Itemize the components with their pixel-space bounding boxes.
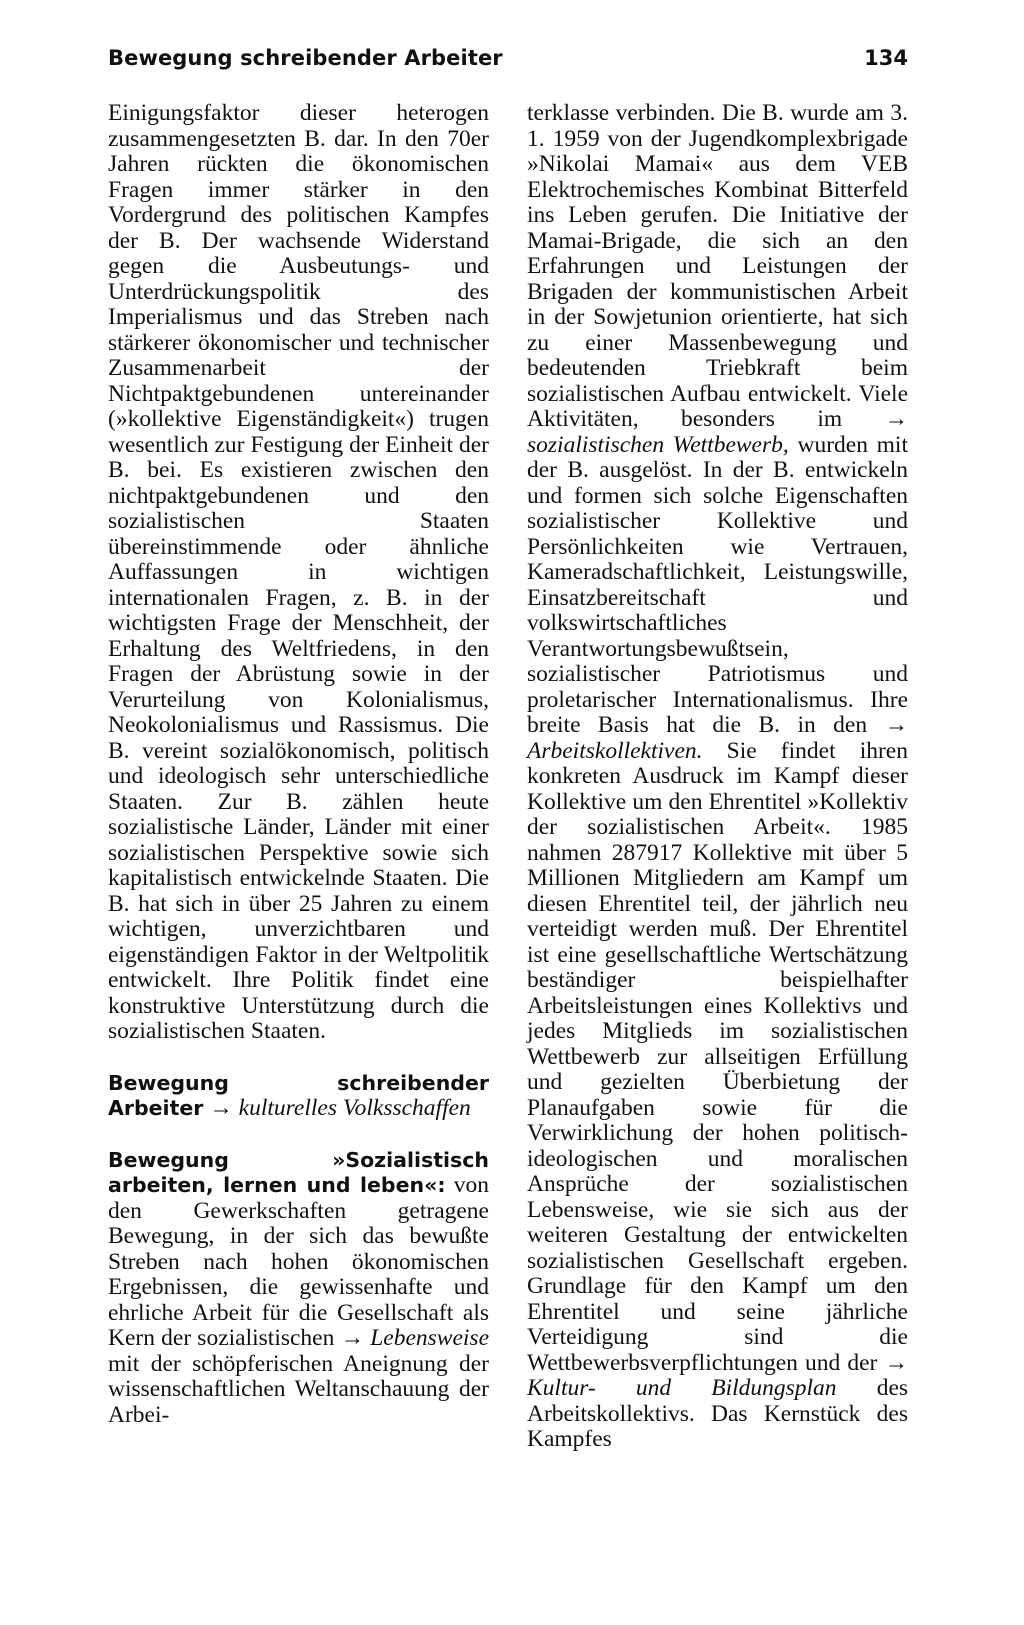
cross-reference-arrow: → [884,1349,908,1376]
running-head: Bewegung schreibender Arbeiter [108,46,503,70]
entry-headword: Bewegung schreibender Arbeiter [108,1070,489,1120]
entry-headword: Bewegung »Sozialistisch arbeiten, lernen und leben«: [108,1147,489,1197]
cross-reference[interactable]: Kultur- und Bildungsplan [527,1375,837,1401]
cross-reference-arrow: → [884,712,908,738]
page-number: 134 [864,46,908,70]
entry-bewegung-schreibender-arbeiter [108,1071,489,1122]
cross-reference[interactable]: kulturelles Volksschaffen [238,1095,471,1121]
entry-bewegung-sozialistisch-arbeiten [108,1148,489,1429]
entry-text: von den Gewerkschaften getragene Bewegung, in der sich das bewußte Streben nach hohen ökonomischen Ergebnissen, die gewissenhafte und ehrliche Arbeit für die Gesellschaft als Kern der sozialistischen [108,1172,489,1351]
body-text: Sie findet ihren konkreten Ausdruck im Kampf dieser Kollektive um den Ehrentitel »Kollektiv der sozialistischen Arbeit«. 1985 nahmen 287917 Kollektive mit über 5 Millionen Mitgliedern am Kampf um diesen Ehrentitel teil, der jährlich neu verteidigt werden muß. Der Ehrentitel ist eine gesellschaftliche Wertschätzung beständiger beispielhafter Arbeitsleistungen eines Kollektivs und jedes Mitglieds im sozialistischen Wettbewerb zur allseitigen Erfüllung und gezielten Überbietung der Planaufgaben sowie für die Verwirklichung der hohen politisch-ideologischen und moralischen Ansprüche der sozialistischen Lebensweise, wie sie sich aus der weiteren Gestaltung der entwickelten sozialistischen Gesellschaft ergeben. Grundlage für den Kampf um den Ehrentitel und seine jährliche Verteidigung sind die Wettbewerbsverpflichtungen und der [527,737,908,1376]
body-text: des Arbeitskollektivs. Das Kernstück des Kampfes [527,1375,909,1452]
left-column [108,101,489,1428]
cross-reference[interactable]: sozialistischen Wettbewerb, [527,431,789,458]
entry-continuation-text: Einigungsfaktor dieser heterogen zusammengesetzten B. dar. In den 70er Jahren rückten die ökonomischen Fragen immer stärker in den Vordergrund des politischen Kampfes der B. Der wachsende Widerstand gegen die Ausbeutungs- und Unterdrückungspolitik des Imperialismus und das Streben nach stärkerer ökonomischer und technischer Zusammenarbeit der Nichtpaktgebundenen untereinander (»kollektive Eigenständigkeit«) trugen wesentlich zur Festigung der Einheit der B. bei. Es existieren zwischen den nichtpaktgebundenen und den sozialistischen Staaten übereinstimmende oder ähnliche Auffassungen in wichtigen internationalen Fragen, z. B. in der wichtigsten Frage der Menschheit, der Erhaltung des Weltfriedens, in den Fragen der Abrüstung sowie in der Verurteilung von Kolonialismus, Neokolonialismus und Rassismus. Die B. vereint sozialökonomisch, politisch und ideologisch sehr unterschiedliche Staaten. Zur B. zählen heute sozialistische Länder, Länder mit einer sozialistischen Perspektive sowie sich kapitalistisch entwickelnde Staaten. Die B. hat sich in über 25 Jahren zu einem wichtigen, unverzichtbaren und eigenständigen Faktor in der Weltpolitik entwickelt. Ihre Politik findet eine konstruktive Unterstützung durch die sozialistischen Staaten. [108,100,489,1044]
entry-text: mit der schöpferischen Aneignung der wissenschaftlichen Weltanschauung der Arbei- [108,1350,489,1428]
cross-reference[interactable]: Arbeitskollektiven. [527,737,703,764]
body-text: wurden mit der B. ausgelöst. In der B. entwickeln und formen sich solche Eigenschaften sozialistischer Kollektive und Persönlichkeiten wie Vertrauen, Kameradschaftlichkeit, Leistungswille, Einsatzbereitschaft und volkswirtschaftliches Verantwortungsbewußtsein, sozialistischer Patriotismus und proletarischer Internationalismus. Ihre breite Basis hat die B. in den [527,431,908,738]
cross-reference[interactable]: Lebensweise [370,1325,490,1351]
right-column [527,101,908,1453]
cross-reference-arrow: → [209,1095,233,1121]
entry-continuation [108,101,489,1045]
entry-continuation [527,101,908,1453]
body-text: terklasse verbinden. Die B. wurde am 3. 1. 1959 von der Jugendkomplexbrigade »Nikolai Mamai« aus dem VEB Elektrochemisches Kombinat Bitterfeld ins Leben gerufen. Die Initiative der Mamai-Brigade, die sich an den Erfahrungen und Leistungen der Brigaden der kommunistischen Arbeit in der Sowjetunion orientierte, hat sich zu einer Massenbewegung und bedeutenden Triebkraft beim sozialistischen Aufbau entwickelt. Viele Aktivitäten, besonders im [527,100,908,432]
cross-reference-arrow: → [340,1325,365,1351]
cross-reference-arrow: → [884,406,909,432]
